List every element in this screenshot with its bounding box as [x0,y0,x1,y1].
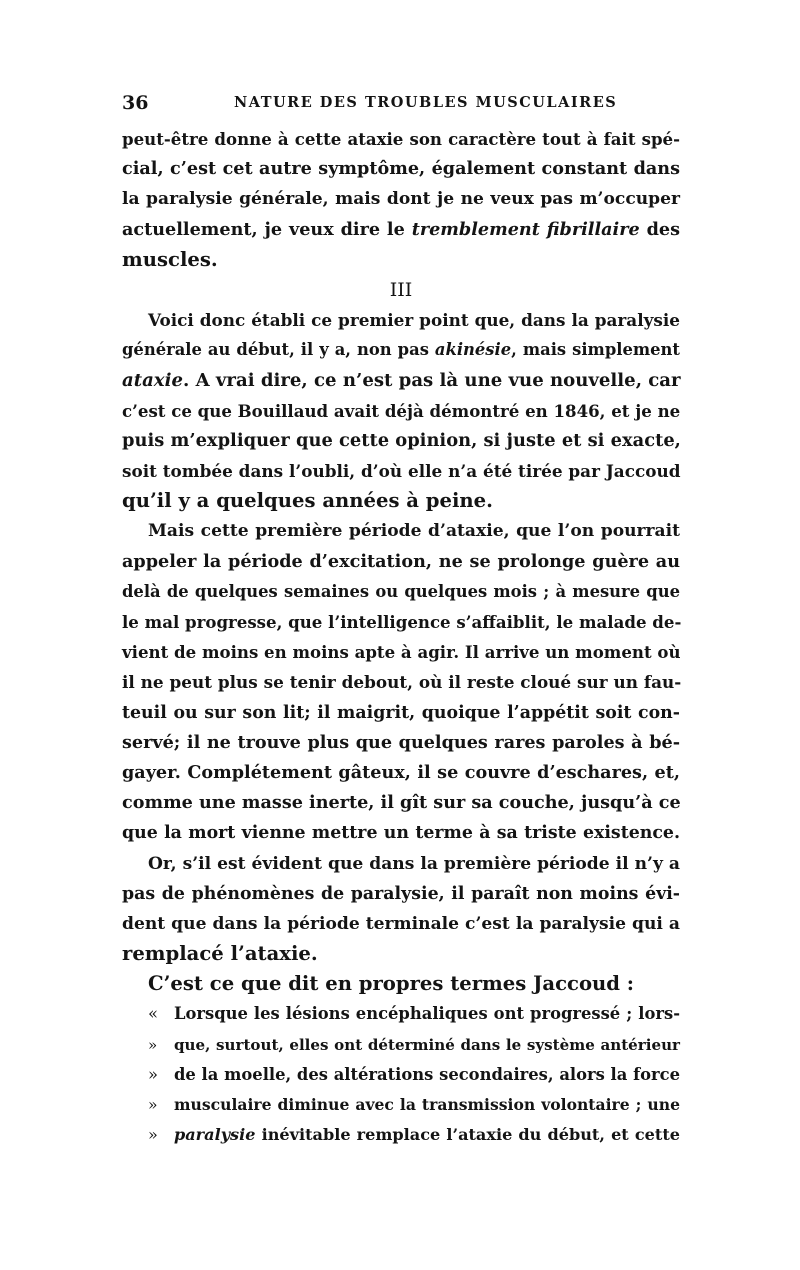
text-line: soit tombée dans l’oubli, d’où elle n’a été tirée par Jaccoud [122,461,681,482]
text-line: delà de quelques semaines ou quelques mois ; à mesure que [122,581,680,601]
text-line: que la mort vienne mettre un terme à sa triste existence. [122,823,680,844]
text-line: pas de phénomènes de paralysie, il paraît non moins évi- [122,883,680,904]
quote-line: » de la moelle, des altérations secondaires, alors la force [122,1060,680,1090]
text-line: Or, s’il est évident que dans la première période il n’y a [148,853,680,874]
text-line: actuellement, je veux dire le tremblement fibrillaire des [122,218,681,240]
quote-line: » paralysie inévitable remplace l’ataxie du début, et cette [122,1120,680,1150]
text-line: comme une masse inerte, il gît sur sa couche, jusqu’à ce [122,792,681,814]
text-line: C’est ce que dit en propres termes Jaccoud : [148,972,635,996]
text-line: Mais cette première période d’ataxie, que l’on pourrait [148,521,680,542]
text-line: qu’il y a quelques années à peine. [122,489,493,513]
quote-mark: » [148,1064,158,1084]
text-line: c’est ce que Bouillaud avait déjà démontré en 1846, et je ne [122,400,681,421]
italic-term: ataxie [122,369,183,391]
text-line: il ne peut plus se tenir debout, où il reste cloué sur un fau- [122,672,682,693]
italic-term: tremblement fibrillaire [411,218,640,240]
text-line: appeler la période d’excitation, ne se prolonge guère au [122,550,680,572]
text-line: teuil ou sur son lit; il maigrit, quoique l’appétit soit con- [122,702,680,723]
quote-mark: » [148,1125,158,1145]
text-line: dent que dans la période terminale c’est la paralysie qui a [122,913,680,934]
text-line: Voici donc établi ce premier point que, dans la paralysie [148,310,680,331]
section-number: III [389,278,413,301]
quote-mark: « [148,1004,158,1024]
running-title: NATURE DES TROUBLES MUSCULAIRES [234,94,618,111]
quote-line: « Lorsque les lésions encéphaliques ont progressé ; lors- [122,999,680,1029]
text-line: la paralysie générale, mais dont je ne veux pas m’occuper [122,189,680,210]
italic-term: paralysie [174,1125,256,1145]
quote-mark: » [148,1096,158,1114]
text-line: puis m’expliquer que cette opinion, si juste et si exacte, [122,429,681,451]
quote-line: » musculaire diminue avec la transmission volontaire ; une [122,1090,680,1120]
text-line: générale au début, il y a, non pas akinésie, mais simplement [122,340,680,360]
text-line: vient de moins en moins apte à agir. Il arrive un moment où [122,642,681,663]
text-line: gayer. Complétement gâteux, il se couvre d’eschares, et, [122,761,680,783]
text-line: le mal progresse, que l’intelligence s’affaiblit, le malade de- [122,612,682,632]
quote-line: » que, surtout, elles ont déterminé dans le système antérieur [122,1030,680,1060]
text-line: remplacé l’ataxie. [122,942,318,966]
text-line: cial, c’est cet autre symptôme, également constant dans [122,158,680,180]
text-line: muscles. [122,247,218,271]
text-line: ataxie. A vrai dire, ce n’est pas là une vue nouvelle, car [122,369,681,391]
italic-term: akinésie [434,340,512,360]
page-header [122,92,682,116]
page-number: 36 [122,92,149,114]
text-line: servé; il ne trouve plus que quelques rares paroles à bé- [122,731,680,753]
body-text [122,124,680,1150]
quote-mark: » [148,1035,158,1054]
text-line: peut-être donne à cette ataxie son caractère tout à fait spé- [122,129,680,149]
